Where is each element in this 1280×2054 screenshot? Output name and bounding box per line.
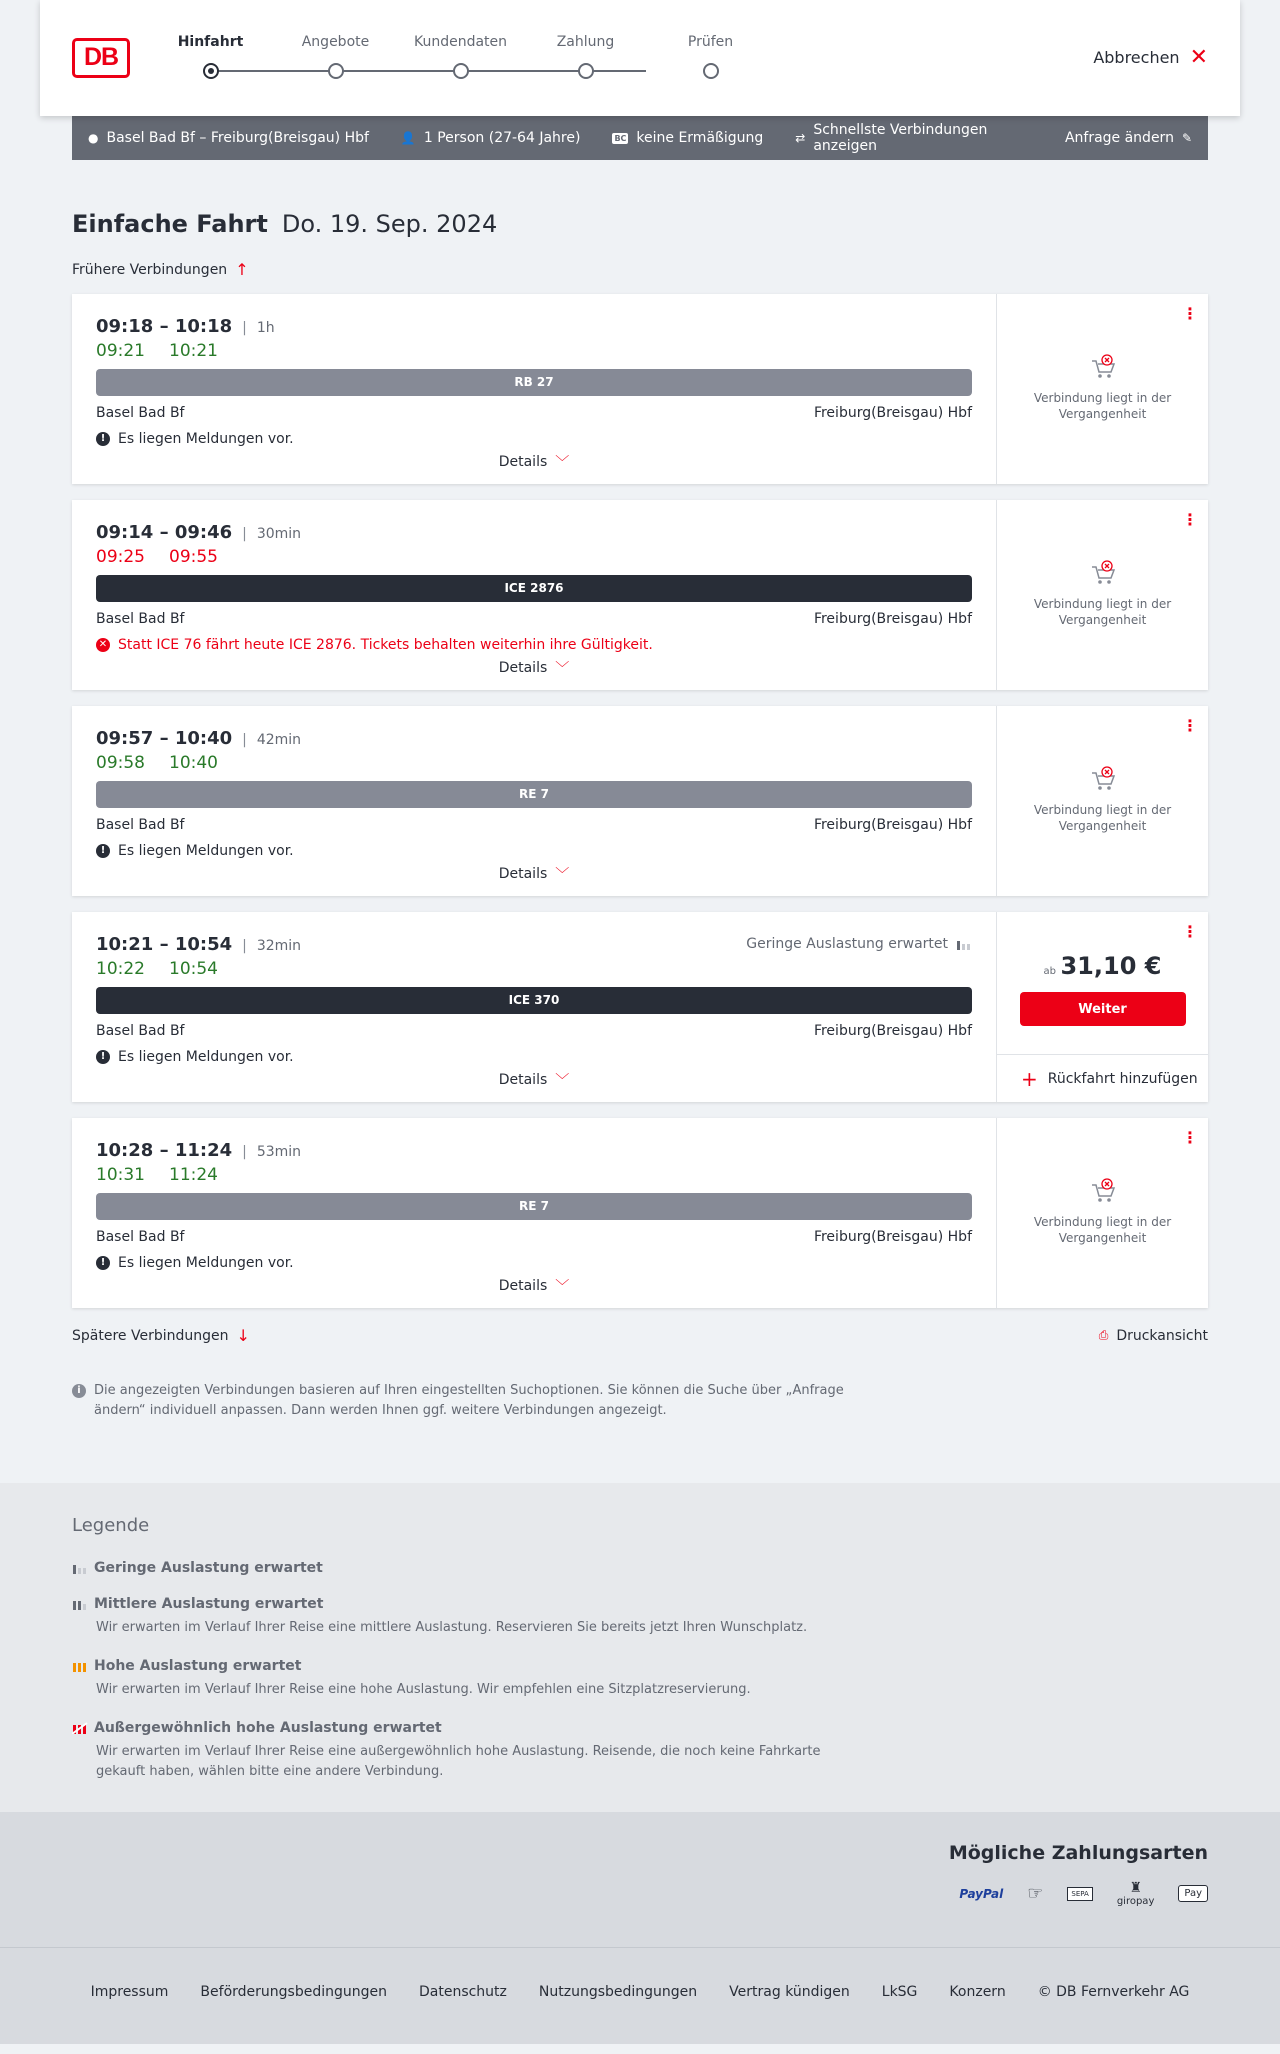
planned-time-range: 09:18 – 10:18 [96, 316, 233, 337]
offer-panel [996, 912, 1208, 1102]
stations [96, 1023, 972, 1039]
trip-type: Einfache Fahrt [72, 210, 268, 238]
summary-route [88, 130, 369, 146]
giropay-label: giropay [1116, 1896, 1155, 1907]
legend-item [72, 1658, 1208, 1700]
footer-copyright: © DB Fernverkehr AG [1037, 1984, 1190, 2000]
realtime-times [96, 547, 972, 567]
location-pin-icon: ● [88, 131, 99, 145]
step-label: Hinfahrt [177, 34, 244, 50]
planned-time-range: 09:57 – 10:40 [96, 728, 233, 749]
details-toggle[interactable] [72, 1070, 996, 1090]
stations [96, 405, 972, 421]
cart-unavailable-icon [1090, 766, 1116, 792]
separator: | [242, 938, 247, 954]
arrival-station: Freiburg(Breisgau) Hbf [813, 405, 972, 421]
occupancy-indicator [746, 936, 972, 952]
alert-icon: ! [96, 844, 110, 858]
price [997, 952, 1208, 980]
realtime-departure: 09:25 [96, 547, 145, 567]
duration: 53min [256, 1144, 302, 1160]
payment-methods-title: Mögliche Zahlungsarten [948, 1842, 1208, 1864]
step-label: Kundendaten [413, 34, 508, 50]
details-label: Details [498, 660, 548, 676]
legend-item-description: Wir erwarten im Verlauf Ihrer Reise eine hohe Auslastung. Wir empfehlen eine Sitzplatzreservierung. [96, 1682, 751, 1697]
list-footer [72, 1326, 1208, 1345]
step-dot [328, 63, 344, 79]
fastest-connections-text: Schnellste Verbindungen anzeigen [813, 122, 988, 154]
separator: | [242, 1144, 247, 1160]
message-text: Es liegen Meldungen vor. [118, 1255, 294, 1271]
step-label: Prüfen [687, 34, 734, 50]
step-label: Angebote [301, 34, 370, 50]
duration: 42min [256, 732, 302, 748]
price-value: 31,10 € [1060, 952, 1162, 980]
stations [96, 1229, 972, 1245]
train-bar[interactable]: RB 27 [96, 369, 972, 396]
past-notice-text: Verbindung liegt in der Vergangenheit [1033, 391, 1172, 421]
trip-date: Do. 19. Sep. 2024 [281, 210, 498, 238]
page-footer [0, 1948, 1280, 2044]
connection-card[interactable] [72, 706, 1208, 896]
train-bar[interactable]: ICE 370 [96, 987, 972, 1014]
departure-station: Basel Bad Bf [96, 611, 185, 627]
connection-card[interactable] [72, 912, 1208, 1102]
offer-panel [996, 294, 1208, 484]
footer-link-lksg[interactable]: LkSG [881, 1984, 918, 2000]
arrival-station: Freiburg(Breisgau) Hbf [813, 1023, 972, 1039]
occupancy-text: Geringe Auslastung erwartet [746, 936, 948, 952]
past-connection-notice [997, 1178, 1208, 1246]
planned-time-range: 10:21 – 10:54 [96, 934, 233, 955]
legend-title: Legende [72, 1515, 150, 1536]
connection-info [72, 912, 996, 1102]
more-options-icon[interactable]: ⋮ [1182, 510, 1198, 529]
more-options-icon[interactable]: ⋮ [1182, 716, 1198, 735]
legend-item-title [72, 1720, 1208, 1736]
step-dot [203, 63, 219, 79]
step-dot [453, 63, 469, 79]
departure-station: Basel Bad Bf [96, 405, 185, 421]
departure-station: Basel Bad Bf [96, 817, 185, 833]
apple-pay-label: Pay [1184, 1888, 1202, 1899]
legend-item [72, 1596, 1208, 1638]
credit-card-icon: ☞ [1027, 1883, 1044, 1904]
earlier-connections-link[interactable] [72, 260, 1208, 279]
step-zahlung [523, 34, 648, 79]
sepa-icon: SEPA [1067, 1887, 1092, 1901]
realtime-departure: 10:31 [96, 1165, 145, 1185]
chevron-down-icon: ﹀ [555, 455, 570, 471]
more-options-icon[interactable]: ⋮ [1182, 922, 1198, 941]
past-notice-text: Verbindung liegt in der Vergangenheit [1033, 803, 1172, 833]
change-request-label: Anfrage ändern [1064, 130, 1174, 146]
connection-message [96, 431, 972, 447]
alert-icon: ! [96, 1050, 110, 1064]
departure-station: Basel Bad Bf [96, 1023, 185, 1039]
connection-info [72, 500, 996, 690]
connection-message [96, 1255, 972, 1271]
printer-icon: ⎙ [1098, 1328, 1109, 1342]
details-toggle[interactable] [72, 452, 996, 472]
realtime-arrival: 09:55 [169, 547, 218, 567]
planned-time-range: 09:14 – 09:46 [96, 522, 233, 543]
pencil-icon: ✎ [1181, 131, 1192, 145]
legend-item-label: Mittlere Auslastung erwartet [94, 1596, 324, 1612]
search-info-note [72, 1381, 862, 1421]
summary-persons-text: 1 Person (27-64 Jahre) [423, 130, 581, 146]
duration: 32min [256, 938, 302, 954]
footer-link-befoerderungsbedingungen[interactable]: Beförderungsbedingungen [200, 1984, 387, 2000]
footer-link-konzern[interactable]: Konzern [949, 1984, 1006, 2000]
train-bar[interactable]: ICE 2876 [96, 575, 972, 602]
legend-item-title [72, 1596, 1208, 1612]
page-title [72, 210, 1208, 238]
chevron-down-icon: ﹀ [555, 661, 570, 677]
past-connection-notice [997, 354, 1208, 422]
occupancy-low-icon [956, 938, 972, 950]
info-text: Die angezeigten Verbindungen basieren auf Ihren eingestellten Suchoptionen. Sie können die Suche über „Anfrage ändern“ individuell anpassen. Dann werden Ihnen ggf. weitere Verbindungen angezeigt. [94, 1383, 844, 1418]
legend-item-label: Hohe Auslastung erwartet [94, 1658, 302, 1674]
separator: | [242, 526, 247, 542]
step-angebote [273, 34, 398, 79]
person-icon: 👤 [400, 131, 416, 145]
duration: 1h [256, 320, 275, 336]
realtime-departure: 09:58 [96, 753, 145, 773]
add-return-label: Rückfahrt hinzufügen [1047, 1070, 1198, 1087]
footer-link-impressum[interactable]: Impressum [90, 1984, 169, 2000]
summary-discount-text: keine Ermäßigung [636, 130, 764, 146]
message-text: Es liegen Meldungen vor. [118, 843, 294, 859]
alert-icon: ! [96, 1256, 110, 1270]
fastest-connections-toggle[interactable] [795, 122, 1033, 154]
connection-message [96, 1049, 972, 1065]
arrival-station: Freiburg(Breisgau) Hbf [813, 817, 972, 833]
page-header [40, 0, 1240, 116]
planned-times [96, 522, 972, 543]
train-bar[interactable]: RE 7 [96, 1193, 972, 1220]
more-options-icon[interactable]: ⋮ [1182, 304, 1198, 323]
message-text: Es liegen Meldungen vor. [118, 431, 294, 447]
connection-info [72, 294, 996, 484]
legend-item [72, 1720, 1208, 1782]
realtime-arrival: 10:40 [169, 753, 218, 773]
chevron-down-icon: ﹀ [555, 867, 570, 883]
realtime-departure: 10:22 [96, 959, 145, 979]
connection-message [96, 637, 972, 653]
later-connections-label: Spätere Verbindungen [72, 1327, 229, 1344]
legend-item-label: Außergewöhnlich hohe Auslastung erwartet [94, 1720, 442, 1736]
swap-arrows-icon: ⇄ [795, 131, 806, 145]
past-notice-text: Verbindung liegt in der Vergangenheit [1033, 1215, 1172, 1245]
departure-station: Basel Bad Bf [96, 1229, 185, 1245]
price-prefix: ab [1043, 966, 1057, 977]
legend-section [0, 1483, 1280, 1812]
arrival-station: Freiburg(Breisgau) Hbf [813, 1229, 972, 1245]
legend-item-label: Geringe Auslastung erwartet [94, 1560, 323, 1576]
plus-icon: + [1021, 1066, 1038, 1091]
details-label: Details [498, 454, 548, 470]
change-request-button[interactable] [1065, 130, 1192, 146]
details-label: Details [498, 1072, 548, 1088]
legend-item-title [72, 1560, 1208, 1576]
past-connection-notice [997, 560, 1208, 628]
past-notice-text: Verbindung liegt in der Vergangenheit [1033, 597, 1172, 627]
cancel-label: Abbrechen [1093, 48, 1180, 67]
realtime-times [96, 1165, 972, 1185]
realtime-times [96, 753, 972, 773]
legend-item [72, 1560, 1208, 1576]
offer-panel [996, 1118, 1208, 1308]
giropay-icon [1117, 1880, 1155, 1907]
stations [96, 817, 972, 833]
occupancy-high-icon [72, 1660, 88, 1672]
details-toggle[interactable] [72, 658, 996, 678]
legend-item-title [72, 1658, 1208, 1674]
chevron-down-icon: ﹀ [555, 1073, 570, 1089]
db-logo[interactable]: DB [72, 38, 130, 78]
apple-pay-icon [1178, 1885, 1208, 1902]
booking-stepper [177, 34, 734, 84]
offer-panel [996, 500, 1208, 690]
realtime-times [96, 341, 972, 361]
step-dot [703, 63, 719, 79]
realtime-arrival: 11:24 [169, 1165, 218, 1185]
connection-info [72, 706, 996, 896]
connection-list [72, 294, 1208, 1308]
realtime-departure: 09:21 [96, 341, 145, 361]
legend-item-description: Wir erwarten im Verlauf Ihrer Reise eine mittlere Auslastung. Reservieren Sie bereits jetzt Ihren Wunschplatz. [96, 1620, 808, 1635]
offer-panel [996, 706, 1208, 896]
cart-unavailable-icon [1090, 1178, 1116, 1204]
realtime-times [96, 959, 972, 979]
footer-link-datenschutz[interactable]: Datenschutz [418, 1984, 507, 2000]
bahncard-icon: BC [614, 133, 627, 143]
occupancy-medium-icon [72, 1598, 88, 1610]
more-options-icon[interactable]: ⋮ [1182, 1128, 1198, 1147]
legend-item-description: Wir erwarten im Verlauf Ihrer Reise eine außergewöhnlich hohe Auslastung. Reisende, die noch keine Fahrkarte gekauft haben, wählen bitte eine andere Verbindung. [96, 1744, 821, 1779]
connection-card[interactable] [72, 1118, 1208, 1308]
footer-link-vertrag-kuendigen[interactable]: Vertrag kündigen [729, 1984, 850, 2000]
info-icon: i [72, 1384, 86, 1398]
connection-message [96, 843, 972, 859]
cart-unavailable-icon [1090, 560, 1116, 586]
arrival-station: Freiburg(Breisgau) Hbf [813, 611, 972, 627]
step-kundendaten [398, 34, 523, 79]
realtime-arrival: 10:54 [169, 959, 218, 979]
message-text: Es liegen Meldungen vor. [118, 1049, 294, 1065]
earlier-connections-label: Frühere Verbindungen [72, 261, 228, 278]
planned-time-range: 10:28 – 11:24 [96, 1140, 233, 1161]
arrow-down-icon: ↓ [236, 1326, 250, 1345]
add-return-trip-button[interactable] [997, 1054, 1208, 1102]
payment-methods-section [0, 1812, 1280, 1948]
connection-card[interactable] [72, 500, 1208, 690]
cancel-button[interactable] [1093, 44, 1208, 70]
print-view-label: Druckansicht [1116, 1327, 1208, 1344]
error-icon: ✕ [96, 638, 110, 652]
connection-info [72, 1118, 996, 1308]
separator: | [242, 732, 247, 748]
details-toggle[interactable] [72, 1276, 996, 1296]
realtime-arrival: 10:21 [169, 341, 218, 361]
search-summary-bar [72, 116, 1208, 160]
step-hinfahrt [148, 34, 273, 79]
alert-icon: ! [96, 432, 110, 446]
stations [96, 611, 972, 627]
occupancy-very-high-icon [72, 1722, 88, 1734]
close-icon: ✕ [1189, 44, 1208, 70]
step-label: Zahlung [556, 34, 615, 50]
footer-link-nutzungsbedingungen[interactable]: Nutzungsbedingungen [538, 1984, 698, 2000]
summary-discount [612, 130, 763, 146]
arrow-up-icon: ↑ [235, 260, 249, 279]
train-bar[interactable]: RE 7 [96, 781, 972, 808]
step-dot [578, 63, 594, 79]
planned-times [96, 1140, 972, 1161]
print-view-link[interactable] [1099, 1328, 1208, 1344]
past-connection-notice [997, 766, 1208, 834]
later-connections-link[interactable] [72, 1326, 250, 1345]
payment-icons [72, 1880, 1208, 1907]
message-text: Statt ICE 76 fährt heute ICE 2876. Tickets behalten weiterhin ihre Gültigkeit. [118, 637, 653, 653]
separator: | [242, 320, 247, 336]
main-content [72, 116, 1208, 1421]
summary-route-text: Basel Bad Bf – Freiburg(Breisgau) Hbf [106, 130, 369, 146]
summary-persons [401, 130, 581, 146]
continue-button[interactable]: Weiter [1020, 992, 1186, 1026]
giropay-tower-icon: ♜ [1129, 1880, 1142, 1896]
chevron-down-icon: ﹀ [555, 1279, 570, 1295]
connection-card[interactable] [72, 294, 1208, 484]
paypal-icon: PayPal [959, 1886, 1004, 1901]
planned-times [96, 728, 972, 749]
step-pruefen [648, 34, 773, 79]
details-label: Details [498, 1278, 548, 1294]
planned-times [96, 316, 972, 337]
duration: 30min [256, 526, 302, 542]
details-label: Details [498, 866, 548, 882]
details-toggle[interactable] [72, 864, 996, 884]
cart-unavailable-icon [1090, 354, 1116, 380]
occupancy-low-icon [72, 1562, 88, 1574]
